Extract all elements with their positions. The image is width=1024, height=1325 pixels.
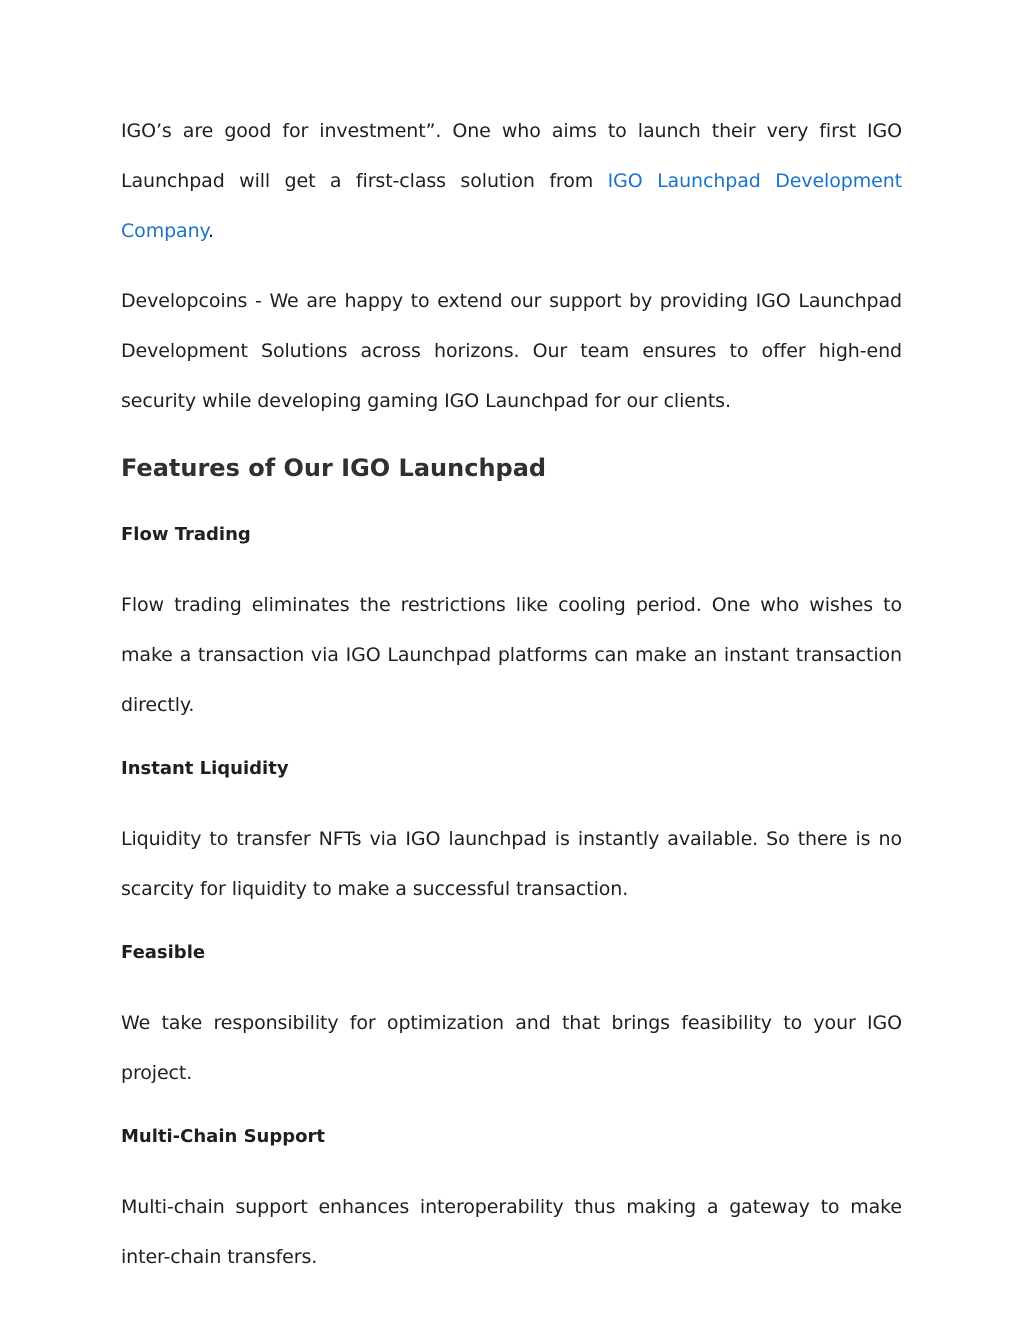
features-heading: Features of Our IGO Launchpad — [121, 454, 547, 482]
feature-text-multi-chain-support: Multi-chain support enhances interoperability thus making a gateway to make inter-chain transfers. — [121, 1196, 902, 1268]
intro-period: . — [207, 220, 214, 242]
igo-launchpad-company-link[interactable]: IGO Launchpad Development Company — [121, 170, 902, 242]
support-paragraph: Developcoins - We are happy to extend our support by providing IGO Launchpad Development Solutions across horizons. Our team ensures to offer high-end security while developing gaming IGO Launchpad for our clients. — [121, 290, 902, 412]
feature-text-feasible: We take responsibility for optimization and that brings feasibility to your IGO project. — [121, 1012, 902, 1084]
document-page — [121, 106, 902, 1282]
intro-text: IGO’s are good for investment”. One who aims to launch their very first IGO Launchpad will get a first-class solution from — [121, 120, 902, 192]
feature-title-flow-trading: Flow Trading — [121, 524, 251, 545]
intro-paragraph — [121, 106, 902, 256]
feature-text-flow-trading: Flow trading eliminates the restrictions like cooling period. One who wishes to make a transaction via IGO Launchpad platforms can make an instant transaction directly. — [121, 594, 902, 716]
feature-title-feasible: Feasible — [121, 942, 206, 963]
feature-title-instant-liquidity: Instant Liquidity — [121, 758, 289, 779]
feature-text-instant-liquidity: Liquidity to transfer NFTs via IGO launchpad is instantly available. So there is no scarcity for liquidity to make a successful transaction. — [121, 828, 902, 900]
feature-title-multi-chain-support: Multi-Chain Support — [121, 1126, 325, 1147]
